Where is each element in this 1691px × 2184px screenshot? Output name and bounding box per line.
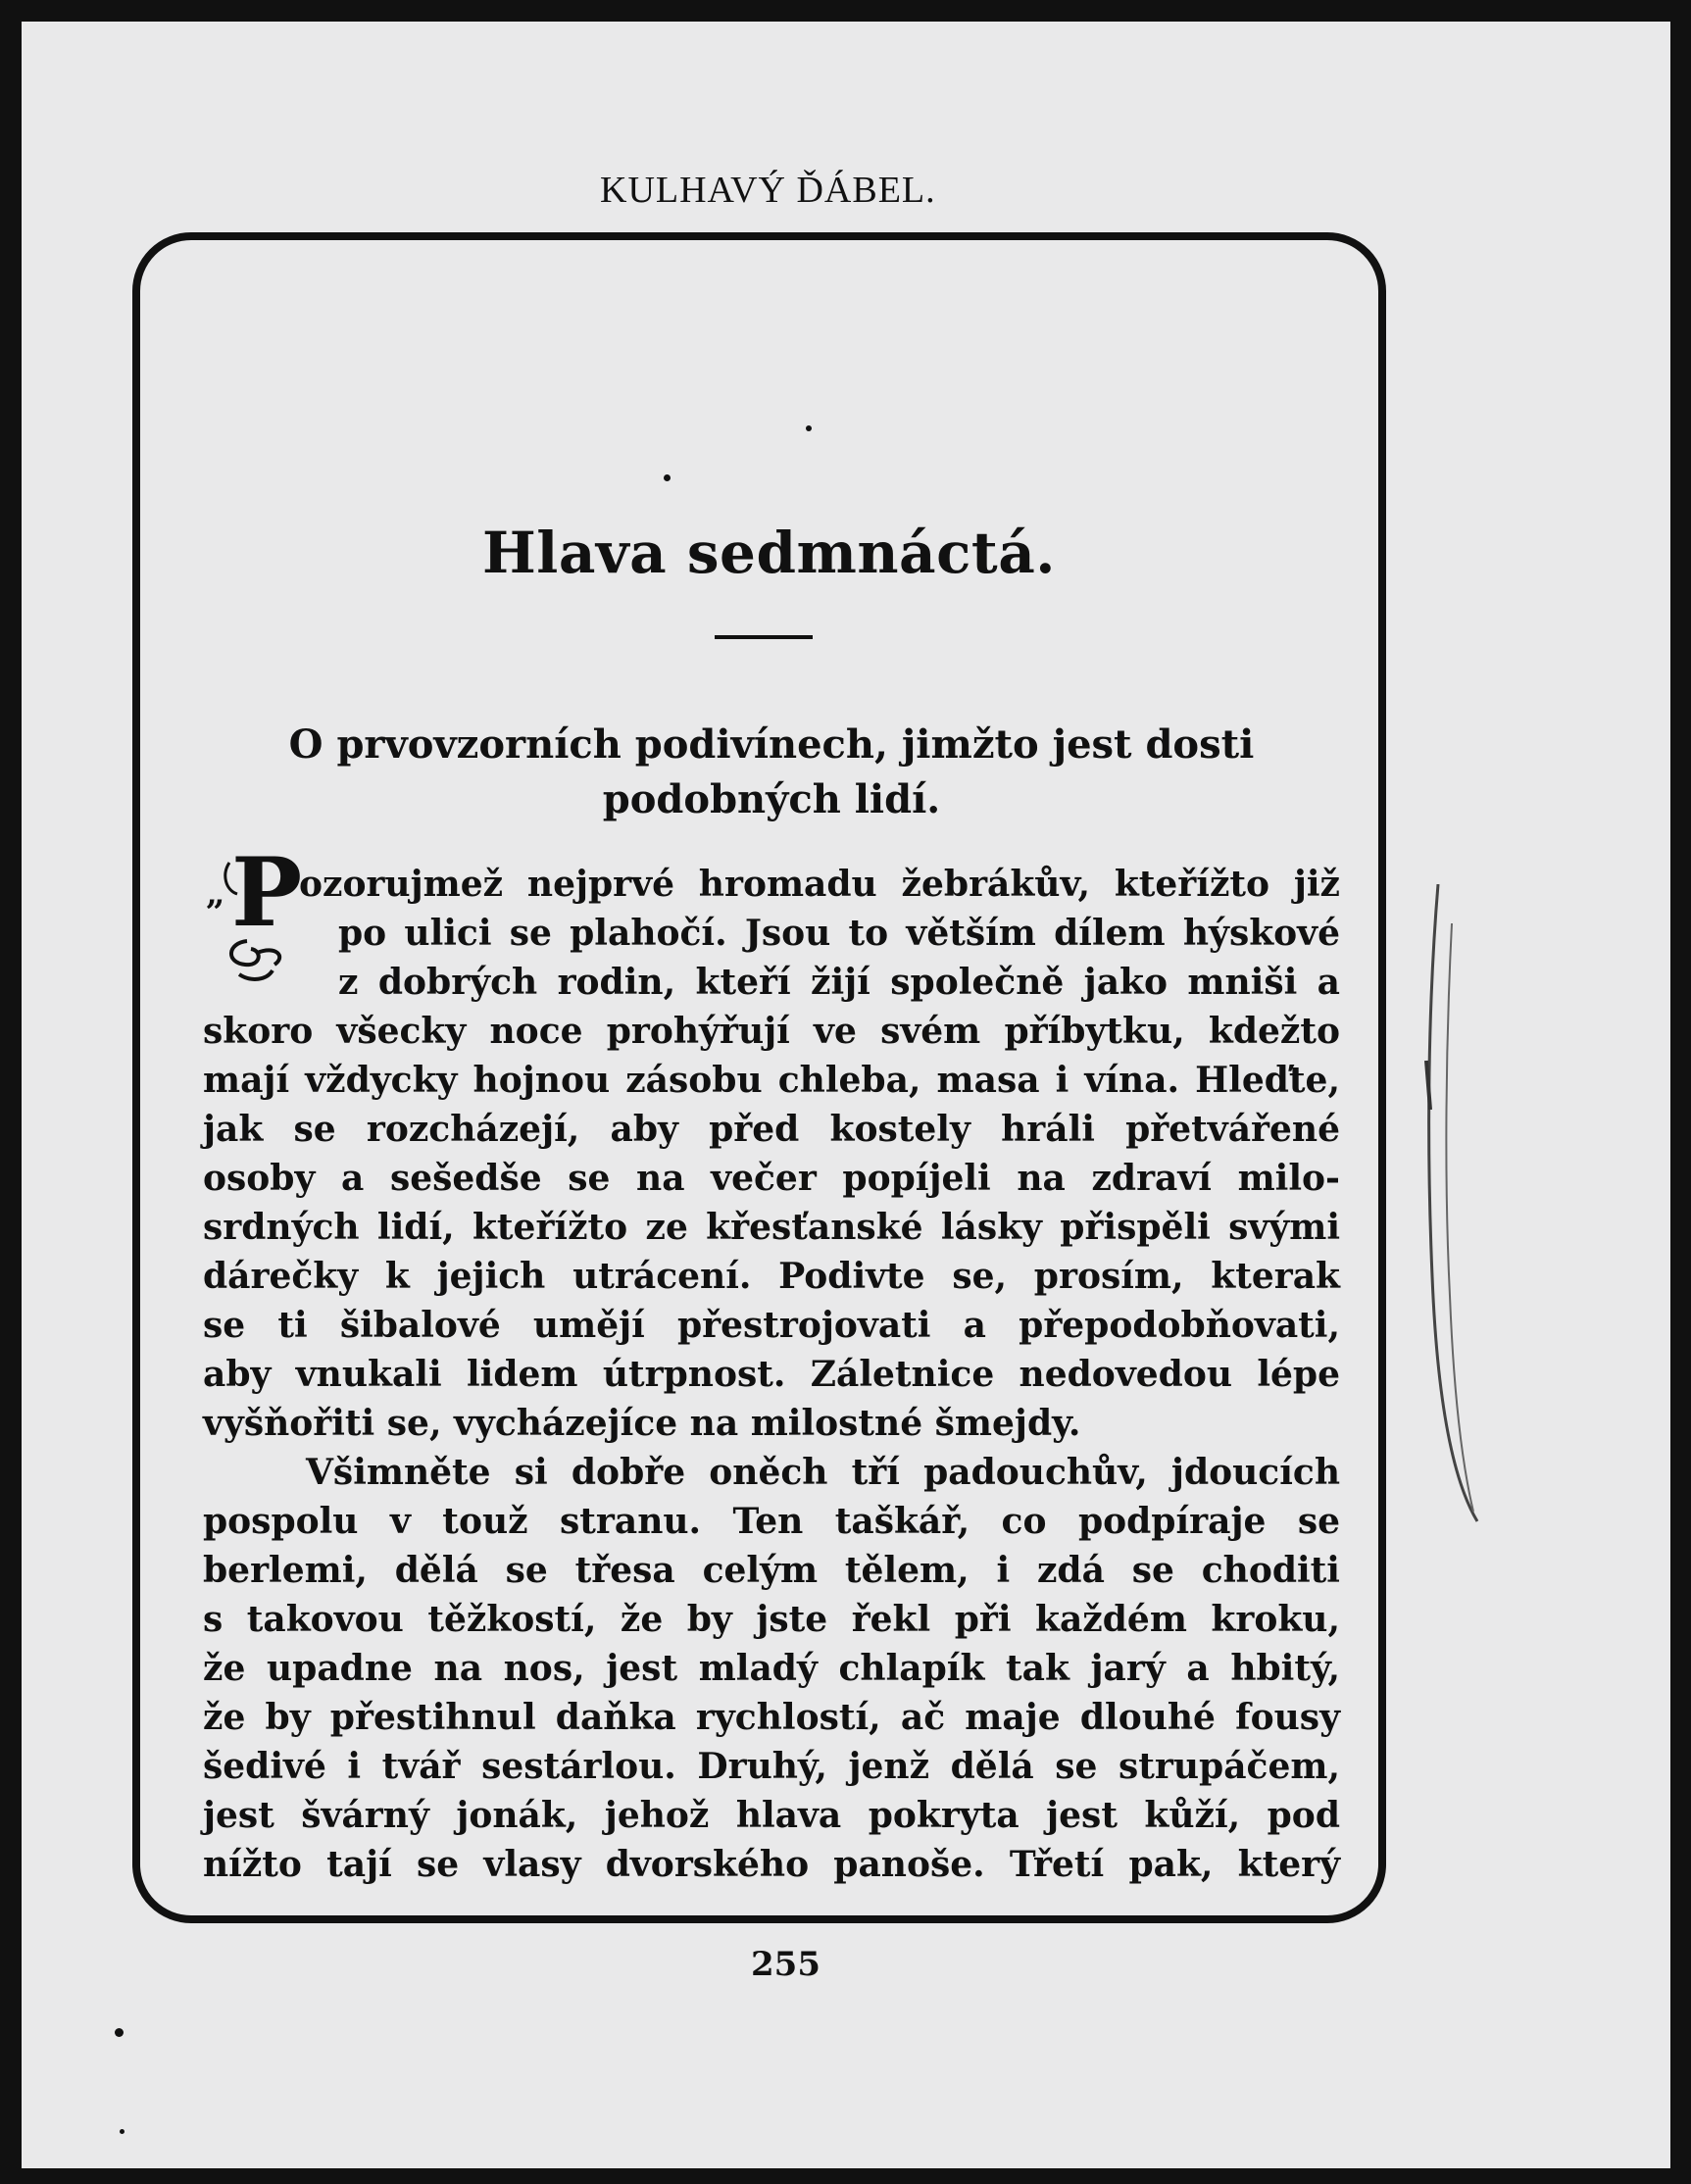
page-number: 255: [735, 1945, 836, 1984]
text-line: vyšňořiti se, vycházejíce na milostné šmejdy.: [203, 1403, 1081, 1444]
text-line: že by přestihnul daňka rychlostí, ač maje dlouhé fousy: [203, 1697, 1340, 1738]
text-line: jest švárný jonák, jehož hlava pokryta jest kůží, pod: [203, 1795, 1340, 1836]
text-line: mají vždycky hojnou zásobu chleba, masa i vína. Hleďte,: [203, 1060, 1340, 1101]
margin-pencil-mark: [1418, 884, 1487, 1531]
text-line: nížto tají se vlasy dvorského panoše. Třetí pak, který: [203, 1844, 1340, 1885]
opening-quote-mark: „: [206, 874, 225, 914]
running-header: KULHAVÝ ĎÁBEL.: [600, 170, 936, 211]
text-line: šedivé i tvář sestárlou. Druhý, jenž dělá se strupáčem,: [203, 1746, 1340, 1787]
text-line: Všimněte si dobře oněch tří padouchův, jdoucích: [306, 1452, 1340, 1493]
text-line: berlemi, dělá se třesa celým tělem, i zdá se choditi: [203, 1550, 1340, 1591]
text-line: po ulici se plahočí. Jsou to větším dílem hýskové: [338, 913, 1340, 954]
speck: [115, 2028, 124, 2037]
chapter-title: Hlava sedmnáctá.: [482, 520, 1056, 586]
text-line: skoro všecky noce prohýřují ve svém příbytku, kdežto: [203, 1011, 1340, 1052]
text-line: dárečky k jejich utrácení. Podivte se, prosím, kterak: [203, 1256, 1340, 1297]
text-line: pospolu v touž stranu. Ten taškář, co podpíraje se: [203, 1501, 1340, 1542]
text-line: srdných lidí, kteřížto ze křesťanské lásky přispěli svými: [203, 1207, 1340, 1248]
text-line: s takovou těžkostí, že by jste řekl při každém kroku,: [203, 1599, 1340, 1640]
speck: [664, 474, 671, 481]
chapter-subtitle: O prvovzorních podivínech, jimžto jest dosti podobných lidí.: [288, 721, 1255, 822]
text-line: aby vnukali lidem útrpnost. Záletnice nedovedou lépe: [203, 1354, 1340, 1395]
text-line: z dobrých rodin, kteří žijí společně jako mniši a: [338, 962, 1340, 1003]
speck: [120, 2129, 124, 2134]
body-text: [203, 860, 1340, 1889]
text-line: osoby a sešedše se na večer popíjeli na zdraví milo-: [203, 1158, 1340, 1199]
text-line: se ti šibalové umějí přestrojovati a přepodobňovati,: [203, 1305, 1340, 1346]
text-line: ozorujmež nejprvé hromadu žebrákův, kteřížto již: [299, 864, 1340, 905]
title-divider: [715, 635, 813, 639]
text-line: že upadne na nos, jest mladý chlapík tak jarý a hbitý,: [203, 1648, 1340, 1689]
dropcap-letter: P: [231, 837, 303, 948]
speck: [806, 425, 812, 431]
book-page: [22, 22, 1670, 2168]
text-line: jak se rozcházejí, aby před kostely hráli přetvářené: [203, 1109, 1340, 1150]
